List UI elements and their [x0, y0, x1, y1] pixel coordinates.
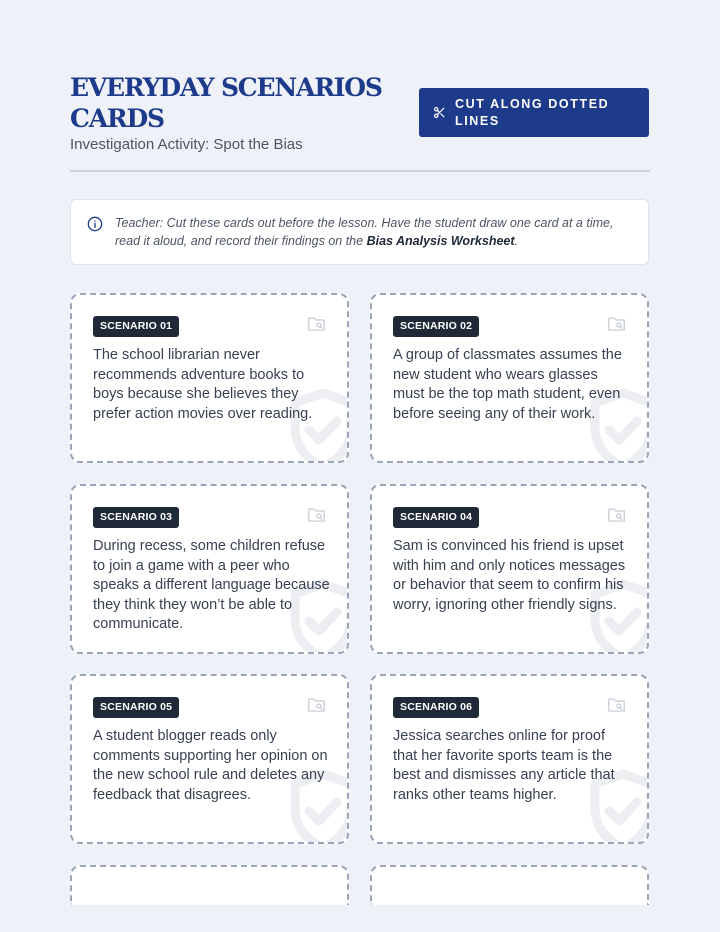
scenario-card[interactable]: [370, 484, 649, 654]
scenario-badge: SCENARIO 06: [393, 697, 479, 718]
teacher-note-text: [115, 215, 630, 250]
scenario-badge: SCENARIO 05: [93, 697, 179, 718]
scenario-text: During recess, some children refuse to join a game with a peer who speaks a different language because they think they won’t be able to communicate.: [93, 538, 330, 633]
folder-search-icon: [607, 696, 626, 713]
scenario-text: A group of classmates assumes the new student who wears glasses must be the top math student, even before seeing any of their work.: [393, 347, 622, 422]
page-subtitle: Investigation Activity: Spot the Bias: [70, 136, 303, 153]
scissors-icon: [433, 106, 446, 119]
folder-search-icon: [307, 696, 326, 713]
folder-search-icon: [307, 506, 326, 523]
scenario-text: The school librarian never recommends adventure books to boys because she believes they prefer action movies over reading.: [93, 347, 313, 422]
scenario-badge: SCENARIO 01: [93, 316, 179, 337]
note-text-end: .: [514, 233, 519, 248]
note-text-bold: Bias Analysis Worksheet: [366, 233, 515, 248]
scenario-card[interactable]: [70, 293, 349, 463]
teacher-note: [70, 199, 649, 265]
note-text-start: Teacher: Cut these cards out before the lesson. Have the student draw one card at a time, read it aloud, and record their findings on the: [115, 216, 614, 248]
scenario-text: A student blogger reads only comments supporting her opinion on the new school rule and deletes any feedback that disagrees.: [93, 728, 328, 803]
folder-search-icon: [607, 506, 626, 523]
scenario-card-partial: [70, 865, 349, 905]
scenario-badge: SCENARIO 03: [93, 507, 179, 528]
folder-search-icon: [307, 315, 326, 332]
scenario-card[interactable]: [70, 484, 349, 654]
header-divider: [70, 170, 650, 172]
scenario-card[interactable]: [370, 674, 649, 844]
scenario-card-partial: [370, 865, 649, 905]
info-icon: [87, 216, 103, 232]
scenario-text: Jessica searches online for proof that her favorite sports team is the best and dismisses any article that ranks other teams higher.: [393, 728, 615, 803]
cut-instruction-label: CUT ALONG DOTTED LINES: [455, 96, 610, 128]
folder-search-icon: [607, 315, 626, 332]
cut-instruction-button[interactable]: [419, 88, 649, 137]
scenario-card[interactable]: [70, 674, 349, 844]
scenario-card[interactable]: [370, 293, 649, 463]
scenario-text: Sam is convinced his friend is upset with him and only notices messages or behavior that seem to confirm his worry, ignoring other friendly signs.: [393, 538, 626, 613]
scenario-badge: SCENARIO 04: [393, 507, 479, 528]
scenario-badge: SCENARIO 02: [393, 316, 479, 337]
page-title: EVERYDAY SCENARIOS CARDS: [70, 73, 382, 133]
